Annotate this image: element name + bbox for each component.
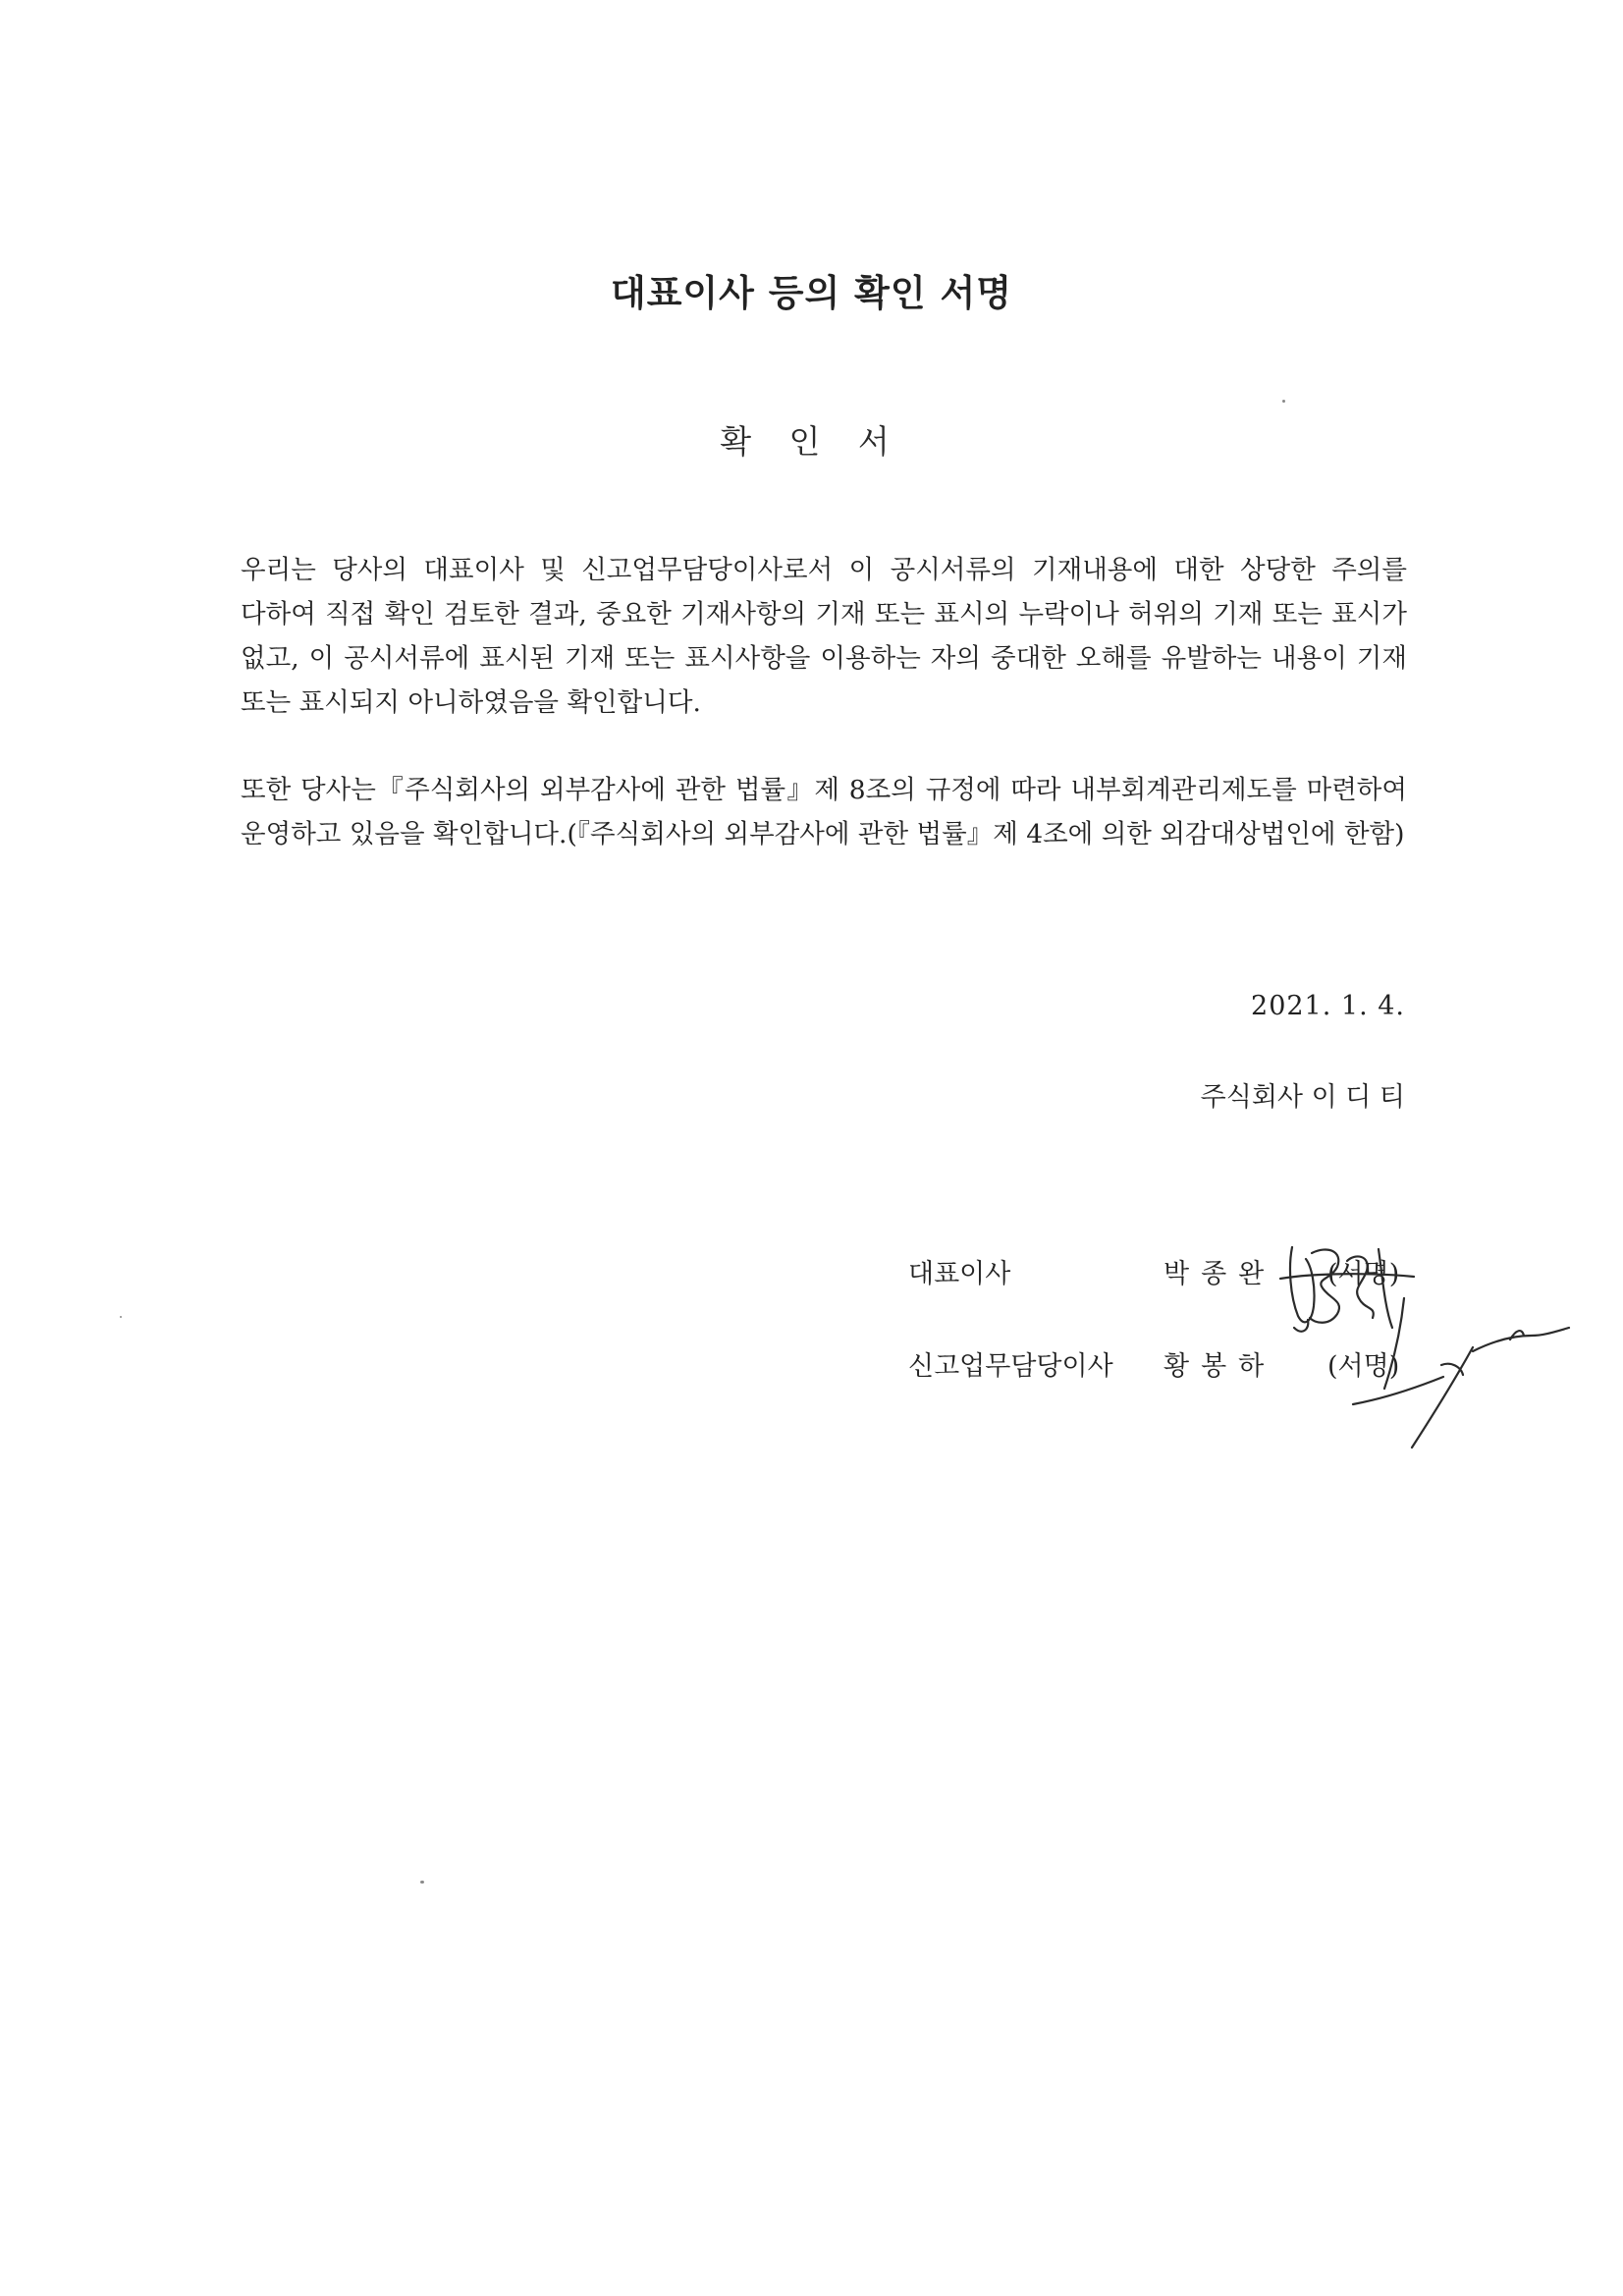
signature-stroke: [1294, 1320, 1308, 1332]
signatory-row-disclosure-officer: [0, 1344, 1623, 1394]
signatory-role: 대표이사: [908, 1259, 1011, 1289]
internal-control-paragraph: 또한 당사는『주식회사의 외부감사에 관한 법률』제 8조의 규정에 따라 내부회계관리제도를 마련하여 운영하고 있음을 확인합니다.(『주식회사의 외부감사에 관한 법률』제 4조에 의한 외감대상법인에 한함): [241, 775, 1407, 849]
signature-stroke: [1510, 1331, 1524, 1339]
document-subtitle: 확 인 서: [720, 422, 903, 461]
document-date: 2021. 1. 4.: [1251, 991, 1405, 1021]
document-title: 대표이사 등의 확인 서명: [610, 272, 1013, 314]
signatory-role: 신고업무담당이사: [908, 1351, 1113, 1382]
company-name: 주식회사 이 디 티: [1200, 1082, 1405, 1113]
signatory-name: 박종완: [1163, 1259, 1276, 1289]
scan-speck: [120, 1316, 122, 1318]
scan-speck: [1282, 400, 1285, 403]
signatory-row-ceo: [0, 1252, 1623, 1301]
signature-mark-label: (서명): [1327, 1259, 1400, 1289]
signatory-name: 황봉하: [1163, 1351, 1276, 1382]
scan-speck: [420, 1881, 424, 1884]
signature-mark-label: (서명): [1327, 1351, 1400, 1382]
confirmation-paragraph: 우리는 당사의 대표이사 및 신고업무담당이사로서 이 공시서류의 기재내용에 대한 상당한 주의를 다하여 직접 확인 검토한 결과, 중요한 기재사항의 기재 또는 표시의 누락이나 허위의 기재 또는 표시가 없고, 이 공시서류에 표시된 기재 또는 표시사항을 이용하는 자의 중대한 오해를 유발하는 내용이 기재 또는 표시되지 아니하였음을 확인합니다.: [241, 555, 1407, 718]
